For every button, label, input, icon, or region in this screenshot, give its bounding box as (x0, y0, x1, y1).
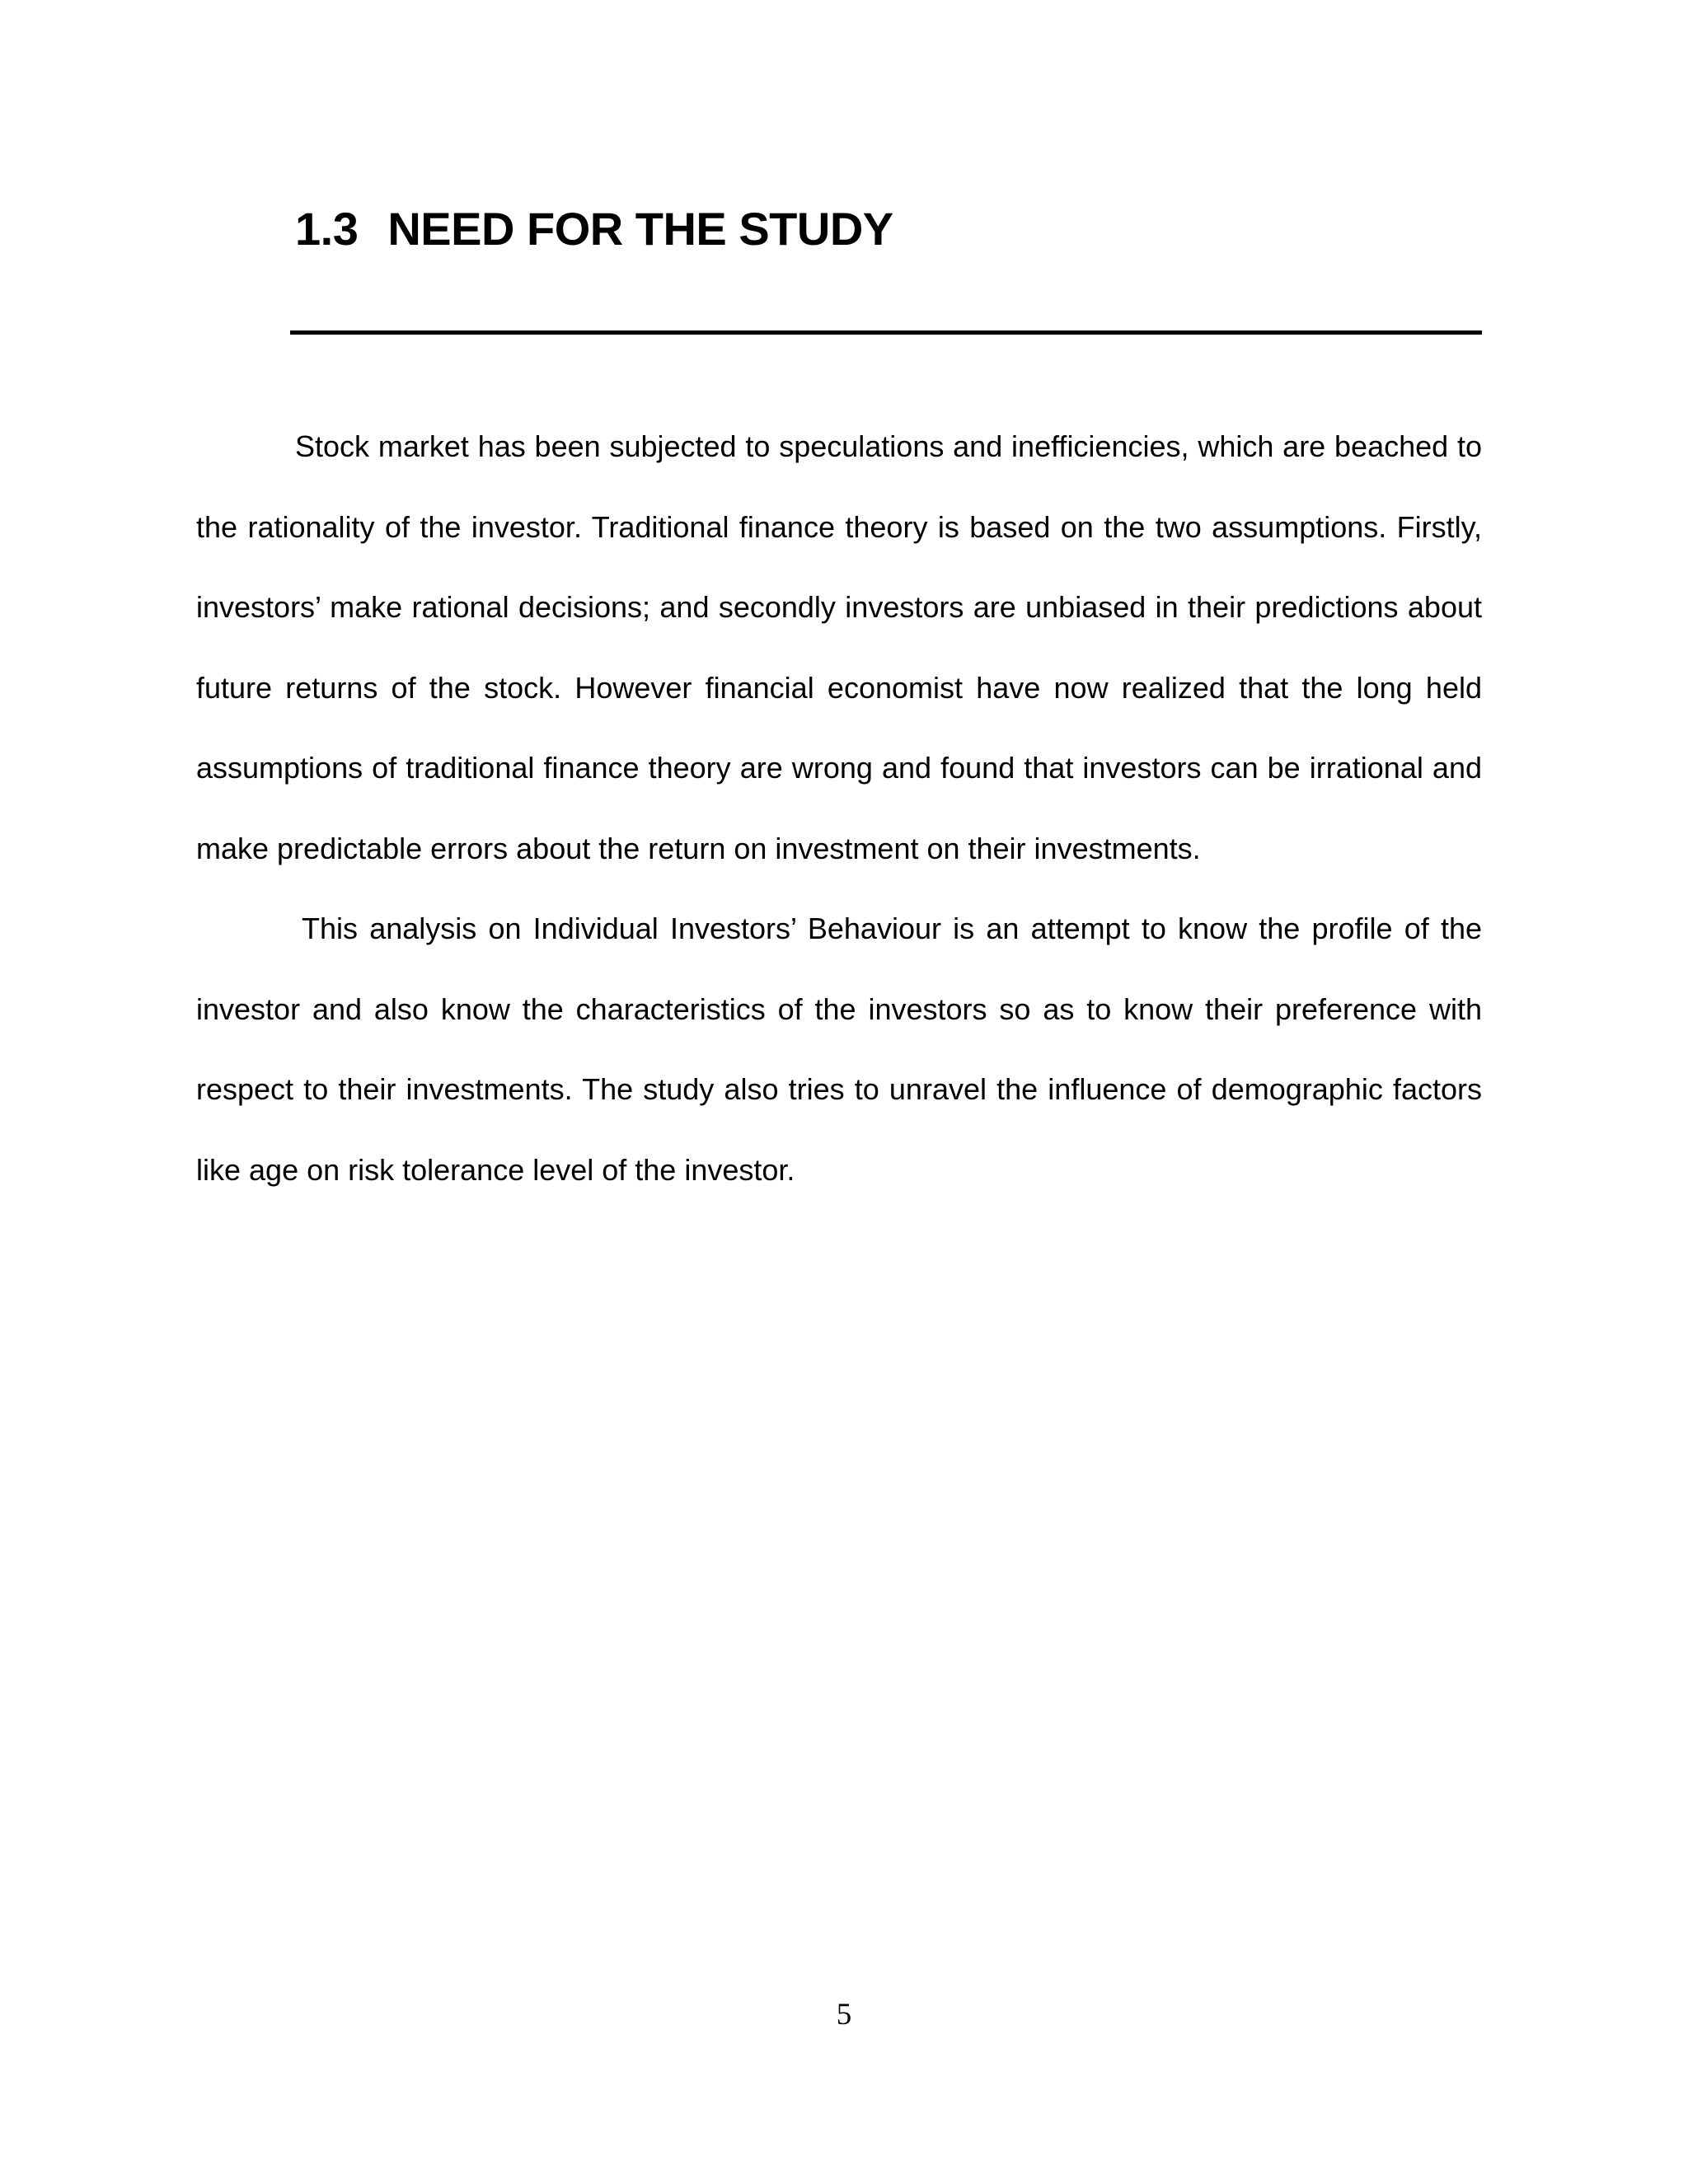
section-title: NEED FOR THE STUDY (387, 203, 893, 255)
body-text (196, 406, 1482, 1210)
page-number: 5 (836, 1998, 852, 2032)
heading-underline (290, 330, 1482, 335)
paragraph-2: This analysis on Individual Investors’ Behaviour is an attempt to know the profile of the investor and also know the characteristics of the investors so as to know their preference with respect to their investments. The study also tries to unravel the influence of demographic factors like age on risk tolerance level of the investor. (196, 912, 1482, 1187)
paragraph-1: Stock market has been subjected to speculations and inefficiencies, which are beached to the rationality of the investor. Traditional finance theory is based on the two assumptions. Firstly, investors’ make rational decisions; and secondly investors are unbiased in their predictions about future returns of the stock. However financial economist have now realized that the long held assumptions of traditional finance theory are wrong and found that investors can be irrational and make predictable errors about the return on investment on their investments. (196, 429, 1482, 865)
section-heading (295, 196, 893, 262)
section-number: 1.3 (295, 203, 359, 255)
